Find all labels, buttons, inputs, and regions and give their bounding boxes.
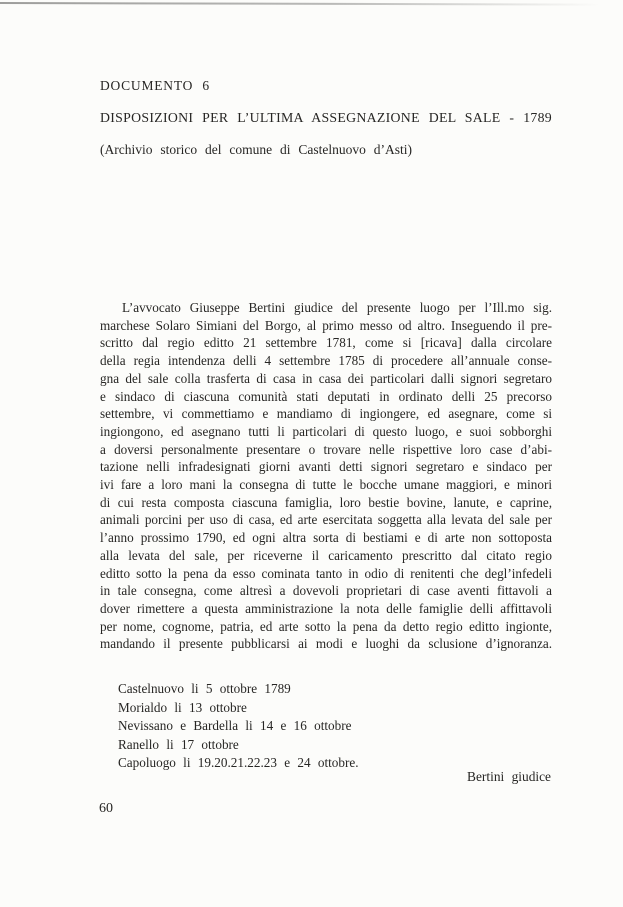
schedule-line: Morialdo li 13 ottobre bbox=[118, 699, 247, 715]
body-line: per nome, cognome, patria, ed arte sotto la pena da detto regio editto ingionte, bbox=[100, 618, 552, 634]
body-line: editto sotto la pena da esso cominata tanto in odio di renitenti che degl’infedeli bbox=[100, 565, 552, 581]
document-title: DISPOSIZIONI PER L’ULTIMA ASSEGNAZIONE DEL SALE - 1789 bbox=[100, 110, 552, 125]
body-line: l’anno prossimo 1790, ed ogni altra sorta di bestiami e di arte non sottoposta bbox=[100, 530, 552, 546]
body-line: tazione nelli infradesignati giorni avanti detti signori segretaro e sindaco per bbox=[100, 459, 552, 475]
schedule-line: Castelnuovo li 5 ottobre 1789 bbox=[118, 681, 291, 696]
body-line: scritto dal regio editto 21 settembre 1781, come si [ricava] dalla circolare bbox=[100, 335, 552, 351]
body-line: mandando il presente pubblicarsi ai modi e luoghi da sclusione d’ignoranza. bbox=[100, 636, 552, 652]
signature: Bertini giudice bbox=[467, 769, 551, 784]
body-line: a doversi personalmente presentare o trovare nelle rispettive loro case d’abi- bbox=[100, 441, 552, 457]
body-line: di cui resta composta ciascuna famiglia, loro bestie bovine, lanute, e caprine, bbox=[100, 494, 552, 510]
body-line: dover rimettere a questa amministrazione la nota delle famiglie delli affittavoli bbox=[100, 600, 552, 616]
body-paragraph bbox=[100, 299, 552, 653]
schedule-line: Capoluogo li 19.20.21.22.23 e 24 ottobre. bbox=[118, 755, 359, 771]
body-line: e sindaco di ciascuna comunità stati deputati in ordinato delli 25 precorso bbox=[100, 388, 552, 404]
body-line: settembre, vi commettiamo e mandiamo di ingiongere, ed asegnare, come si bbox=[100, 406, 552, 422]
body-line: animali porcini per uso di casa, ed arte esercitata soggetta alla levata del sale per bbox=[100, 512, 552, 528]
schedule-line: Ranello li 17 ottobre bbox=[118, 736, 239, 752]
body-line: ivi fare a loro mani la consegna di tutte le bocche umane maggiori, e minori bbox=[100, 477, 552, 493]
page-number: 60 bbox=[99, 801, 113, 816]
schedule-line: Nevissano e Bardella li 14 e 16 ottobre bbox=[118, 718, 352, 734]
body-line: ingiongono, ed asegnano tutti li particolari di questo luogo, e suoi sobborghi bbox=[100, 423, 552, 439]
archive-source: (Archivio storico del comune di Castelnuovo d’Asti) bbox=[100, 142, 412, 157]
body-line: L’avvocato Giuseppe Bertini giudice del presente luogo per l’Ill.mo sig. bbox=[122, 300, 552, 315]
body-line: in tale consegna, come altresì a dovevoli proprietari di case aventi fittavoli a bbox=[100, 583, 552, 599]
document-label: DOCUMENTO 6 bbox=[100, 78, 210, 93]
body-line: gna del sale colla trasferta di casa in casa dei particolari dalli signori segretaro bbox=[100, 370, 552, 386]
body-line: alla levata del sale, per riceverne il caricamento prescritto dal citato regio bbox=[100, 547, 552, 563]
body-line: della regia intendenza delli 4 settembre 1785 di procedere all’annuale conse- bbox=[100, 353, 552, 369]
schedule-list bbox=[118, 680, 359, 773]
scan-edge-artifact bbox=[0, 2, 600, 6]
body-line: marchese Solaro Simiani del Borgo, al primo messo od altro. Inseguendo il pre- bbox=[100, 317, 552, 333]
